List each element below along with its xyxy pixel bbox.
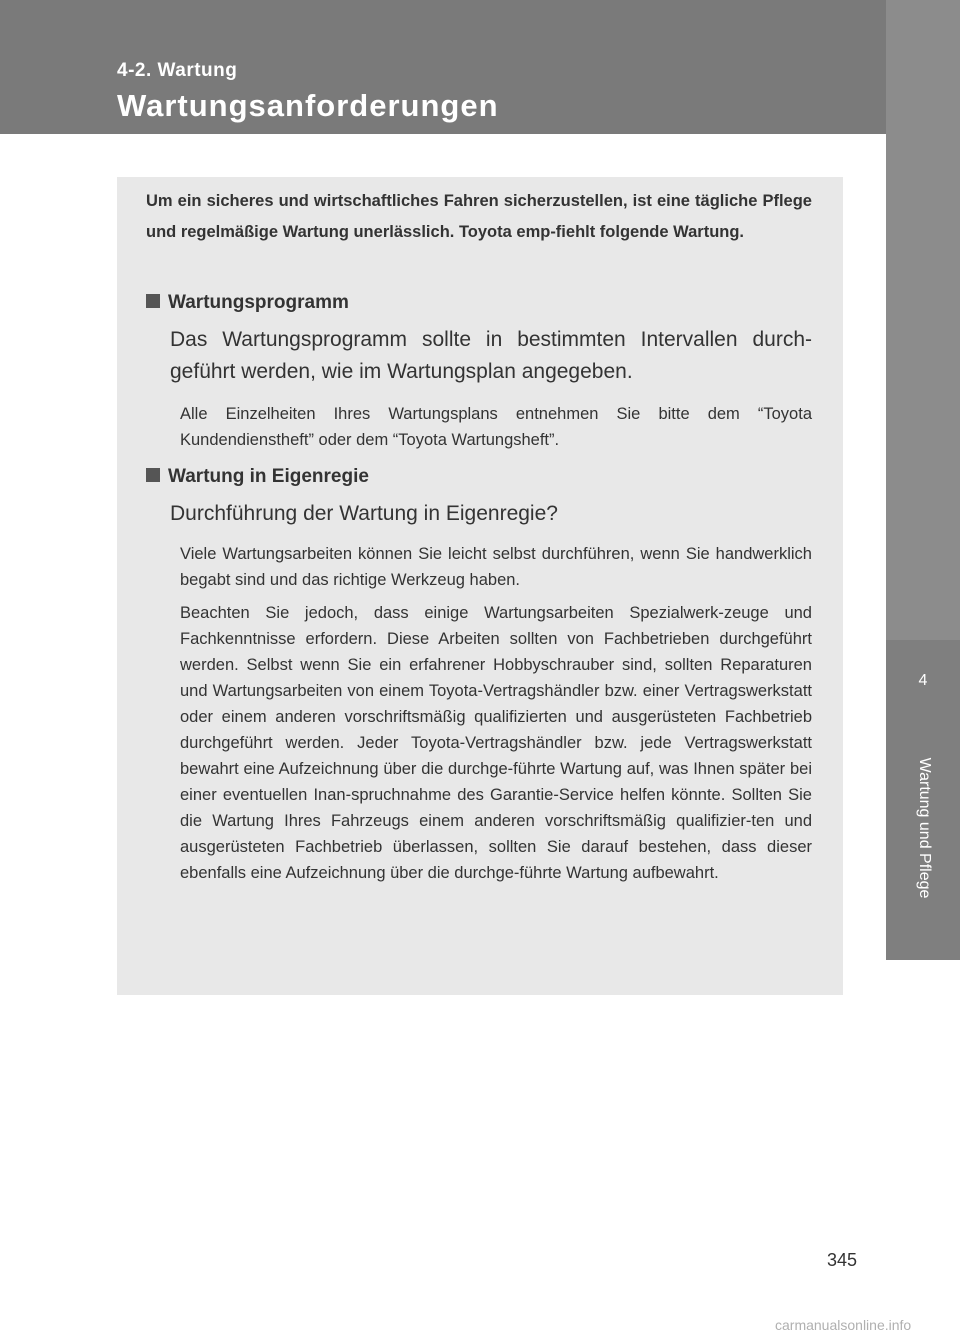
page-number: 345: [827, 1250, 858, 1270]
section-heading-text: Wartung in Eigenregie: [168, 466, 369, 487]
section-lead: Das Wartungsprogramm sollte in bestimmten Intervallen durch-geführt werden, wie im Wartungsplan angegeben.: [170, 328, 812, 383]
intro-text: Um ein sicheres und wirtschaftliches Fahren sicherzustellen, ist eine tägliche Pflege und regelmäßige Wartung unerlässlich. Toyota emp-fiehlt folgende Wartung.: [146, 192, 812, 241]
section-heading-text: Wartungsprogramm: [168, 292, 349, 313]
watermark: carmanualsonline.info: [775, 1317, 912, 1333]
chapter-number: 4: [918, 672, 928, 689]
section-note: Beachten Sie jedoch, dass einige Wartungsarbeiten Spezialwerk-zeuge und Fachkenntnisse erfordern. Diese Arbeiten sollten von Fachbetrieben durchgeführt werden. Selbst wenn Sie ein erfahrener Hobbyschrauber sind, sollten Reparaturen und Wartungsarbeiten von einem Toyota-Vertragshändler bzw. einer Vertragswerkstatt oder einem anderen vorschriftsmäßig qualifizierten und ausgerüsteten Fachbetrieb durchgeführt werden. Jeder Toyota-Vertragshändler bzw. jede Vertragswerkstatt bewahrt eine Aufzeichnung über die durchge-führte Wartung auf, was Ihnen später bei einer eventuellen Inan-spruchnahme des Garantie-Service helfen könnte. Sollten Sie die Wartung Ihres Fahrzeugs einem anderen vorschriftsmäßig qualifizier-ten und ausgerüsteten Fachbetrieb überlassen, sollten Sie darauf bestehen, dass dieser ebenfalls eine Aufzeichnung über die durchge-führte Wartung aufbewahrt.: [180, 604, 812, 882]
section-lead: Durchführung der Wartung in Eigenregie?: [170, 502, 558, 525]
section-label: 4-2. Wartung: [117, 60, 238, 81]
section-note: Alle Einzelheiten Ihres Wartungsplans entnehmen Sie bitte dem “Toyota Kundendienstheft” oder dem “Toyota Wartungsheft”.: [180, 405, 812, 449]
square-bullet-icon: [146, 294, 160, 308]
page-title: Wartungsanforderungen: [117, 88, 499, 123]
section-heading: [146, 466, 369, 488]
section-note: Viele Wartungsarbeiten können Sie leicht selbst durchführen, wenn Sie handwerklich begabt sind und das richtige Werkzeug haben.: [180, 545, 812, 589]
section-heading: [146, 292, 349, 314]
chapter-label: Wartung und Pflege: [916, 757, 933, 899]
square-bullet-icon: [146, 468, 160, 482]
